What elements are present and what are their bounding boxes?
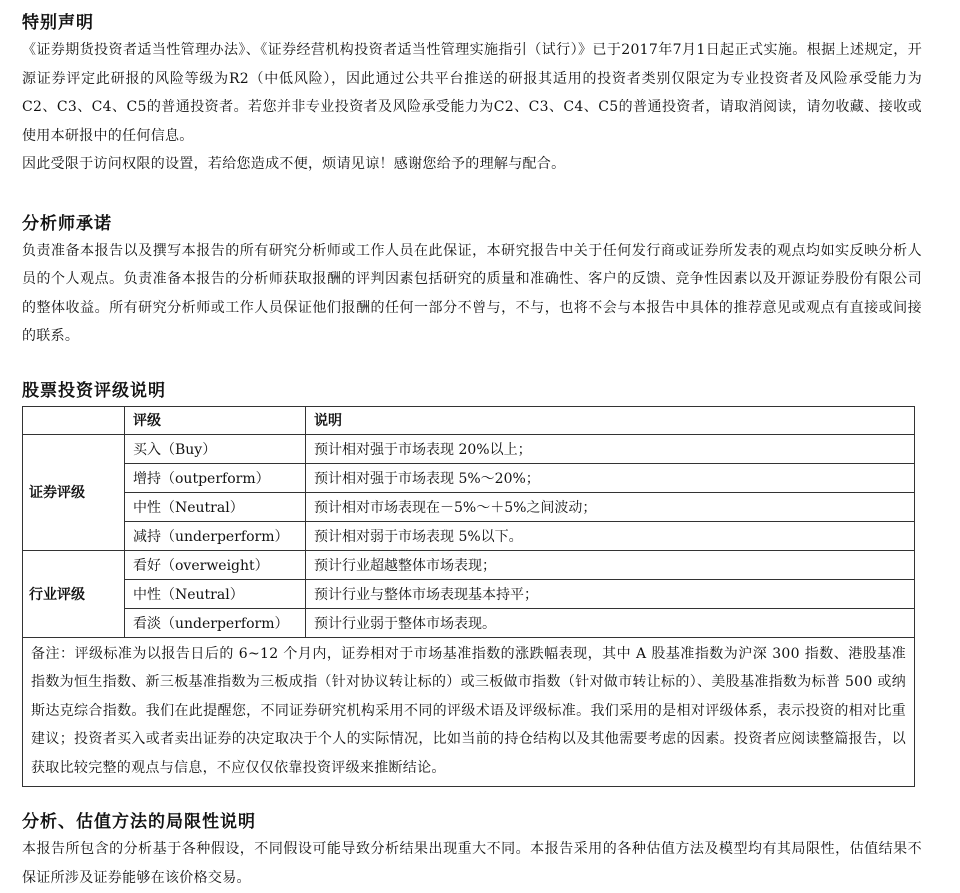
rating-cell: 减持（underperform） — [125, 521, 306, 550]
table-row — [23, 579, 915, 608]
table-row — [23, 608, 915, 637]
rating-table-header-row — [23, 406, 915, 434]
table-row — [23, 521, 915, 550]
special-statement-paragraph: 因此受限于访问权限的设置，若给您造成不便，烦请见谅！感谢您给予的理解与配合。 — [22, 156, 566, 172]
rating-note: 备注：评级标准为以报告日后的 6~12 个月内，证券相对于市场基准指数的涨跌幅表现，其中 A 股基准指数为沪深 300 指数、港股基准指数为恒生指数、新三板基准指数为三板成指（针对协议转让标的）或三板做市指数（针对做市转让标的）、美股基准指数为标普 500 或纳斯达克综合指数。我们在此提醒您，不同证券研究机构采用不同的评级术语及评级标准。我们采用的是相对评级体系，表示投资的相对比重建议；投资者买入或者卖出证券的决定取决于个人的实际情况，比如当前的持仓结构以及其他需要考虑的因素。投资者应阅读整篇报告，以获取比较完整的观点与信息，不应仅仅依靠投资评级来推断结论。 — [23, 637, 915, 787]
limitations-title: 分析、估值方法的局限性说明 — [22, 812, 256, 832]
analyst-commitment-paragraph: 负责准备本报告以及撰写本报告的所有研究分析师或工作人员在此保证，本研究报告中关于任何发行商或证券所发表的观点均如实反映分析人员的个人观点。负责准备本报告的分析师获取报酬的评判因素包括研究的质量和准确性、客户的反馈、竞争性因素以及开源证券股份有限公司的整体收益。所有研究分析师或工作人员保证他们报酬的任何一部分不曾与，不与，也将不会与本报告中具体的推荐意见或观点有直接或间接的联系。 — [22, 242, 922, 344]
rating-cell: 中性（Neutral） — [125, 492, 306, 521]
rating-note-row — [23, 637, 915, 787]
limitations-paragraph: 本报告所包含的分析基于各种假设，不同假设可能导致分析结果出现重大不同。本报告采用的各种估值方法及模型均有其局限性，估值结果不保证所涉及证券能够在该价格交易。 — [22, 841, 922, 886]
table-row — [23, 550, 915, 579]
rating-cell: 中性（Neutral） — [125, 579, 306, 608]
rating-cell: 看好（overweight） — [125, 550, 306, 579]
rating-table-header-empty — [23, 406, 125, 434]
special-statement-section — [22, 10, 922, 179]
table-row — [23, 492, 915, 521]
limitations-section — [22, 809, 922, 892]
description-cell: 预计相对强于市场表现 20%以上； — [306, 434, 915, 463]
description-cell: 预计行业与整体市场表现基本持平； — [306, 579, 915, 608]
rating-section-title: 股票投资评级说明 — [22, 380, 166, 401]
document-page — [22, 10, 922, 892]
description-cell: 预计相对强于市场表现 5%～20%； — [306, 463, 915, 492]
analyst-commitment-title: 分析师承诺 — [22, 213, 112, 234]
table-row — [23, 434, 915, 463]
description-cell: 预计相对市场表现在－5%～＋5%之间波动； — [306, 492, 915, 521]
rating-section — [22, 378, 922, 788]
analyst-commitment-section — [22, 211, 922, 351]
rating-table-header-rating: 评级 — [125, 406, 306, 434]
description-cell: 预计行业超越整体市场表现； — [306, 550, 915, 579]
rating-cell: 看淡（underperform） — [125, 608, 306, 637]
special-statement-paragraph: 《证券期货投资者适当性管理办法》、《证券经营机构投资者适当性管理实施指引（试行）》已于2017年7月1日起正式实施。根据上述规定，开源证券评定此研报的风险等级为R2（中低风险），因此通过公共平台推送的研报其适用的投资者类别仅限定为专业投资者及风险承受能力为C2、C3、C4、C5的普通投资者。若您并非专业投资者及风险承受能力为C2、C3、C4、C5的普通投资者，请取消阅读，请勿收藏、接收或使用本研报中的任何信息。 — [22, 42, 922, 144]
rating-group-name: 证券评级 — [23, 434, 125, 550]
description-cell: 预计相对弱于市场表现 5%以下。 — [306, 521, 915, 550]
rating-table-header-description: 说明 — [306, 406, 915, 434]
rating-cell: 增持（outperform） — [125, 463, 306, 492]
description-cell: 预计行业弱于整体市场表现。 — [306, 608, 915, 637]
table-row — [23, 463, 915, 492]
rating-group-name: 行业评级 — [23, 550, 125, 637]
special-statement-title: 特别声明 — [22, 13, 94, 33]
rating-cell: 买入（Buy） — [125, 434, 306, 463]
rating-table — [22, 406, 915, 788]
